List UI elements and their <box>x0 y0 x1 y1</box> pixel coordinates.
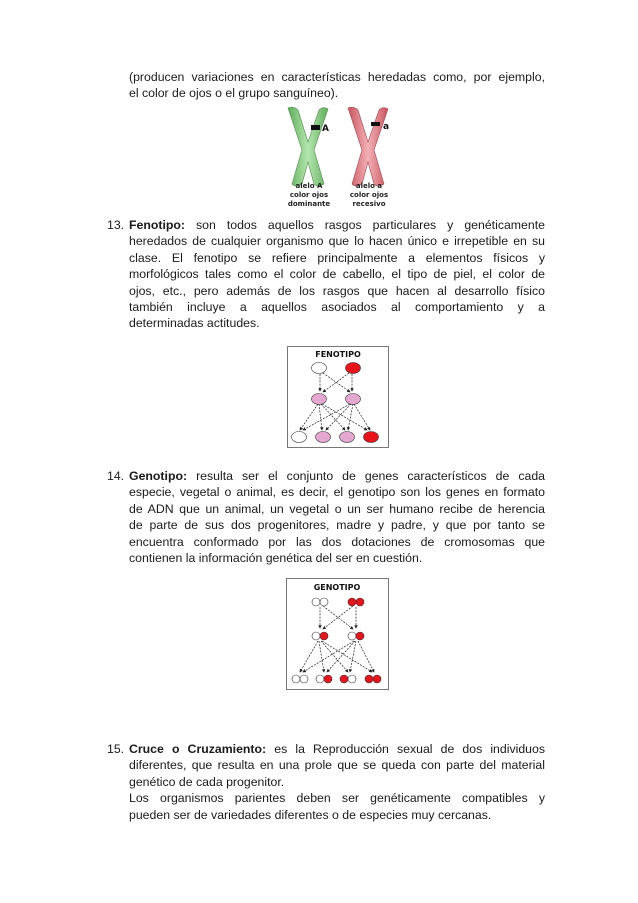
item-14-number: 14. <box>107 469 125 483</box>
fenotipo-diagram <box>287 346 389 448</box>
parent-AA-dominant <box>348 598 356 606</box>
item-14-line: de parte de sus dos progenitores, madre y padre, y que por tanto se <box>129 518 545 533</box>
f1-pink-circle <box>346 394 361 405</box>
f2-pink-circle <box>316 432 331 443</box>
f2-allele-dominant <box>373 675 381 683</box>
parent-red-circle <box>346 363 361 374</box>
item-15-line: pueden ser de variedades diferentes o de especies muy cercanas. <box>129 807 492 822</box>
item-15-number: 15. <box>107 742 125 756</box>
item-14-paragraph <box>129 468 545 566</box>
item-14-line: especie, vegetal o animal, es decir, el genotipo son los genes en formato <box>129 485 545 500</box>
item-15-line: genético de cada progenitor. <box>129 774 285 789</box>
f1-allele-dominant <box>320 632 328 640</box>
f1-pink-circle <box>312 394 327 405</box>
item-14-first-line: resulta ser el conjunto de genes característicos de cada <box>196 469 545 483</box>
item-14-line: contienen la información genética del ser en cuestión. <box>129 551 423 566</box>
f1-allele-recessive <box>348 632 356 640</box>
allele-a-label: a <box>383 122 390 132</box>
parent-aa-recessive <box>320 598 328 606</box>
recessive-chromosome <box>348 107 388 186</box>
allele-A-label: A <box>322 124 329 134</box>
item-13-number: 13. <box>107 218 125 232</box>
left-caption-1: alelo A <box>295 182 323 190</box>
item-14-line: encuentra conformado por las dos dotaciones de cromosomas que <box>129 534 545 549</box>
genotipo-term: Genotipo: <box>129 469 188 483</box>
item-15-first-line: es la Reproducción sexual de dos individuos <box>274 742 546 756</box>
fenotipo-diagram-title: FENOTIPO <box>315 350 361 359</box>
f2-allele-recessive <box>292 675 300 683</box>
f2-allele-dominant <box>365 675 373 683</box>
item-13-line: determinadas actitudes. <box>129 316 260 331</box>
cruce-term: Cruce o Cruzamiento: <box>129 742 267 756</box>
chromosome-figure <box>278 106 400 210</box>
item-13-paragraph <box>129 217 545 332</box>
item-14-line: de ADN que un animal, un vegetal o un ser humano recibe de herencia <box>129 501 545 516</box>
f2-allele-recessive <box>300 675 308 683</box>
intro-line-2: el color de ojos o el grupo sanguíneo). <box>129 86 339 101</box>
item-13-line: ojos, etc., pero además de los rasgos que hacen al desarrollo físico <box>129 283 545 298</box>
f1-allele-recessive <box>312 632 320 640</box>
item-13-line: clase. El fenotipo se refiere principalmente a elementos físicos y <box>129 250 545 265</box>
right-caption-1: alelo a <box>355 182 383 190</box>
f2-allele-recessive <box>348 675 356 683</box>
f2-allele-dominant <box>324 675 332 683</box>
left-caption-2: color ojos <box>289 191 329 199</box>
f2-red-circle <box>364 432 379 443</box>
item-15-line: Los organismos parientes deben ser genéticamente compatibles y <box>129 791 545 806</box>
right-caption-2: color ojos <box>349 191 389 199</box>
item-13-line: morfológicos tales como el color de cabello, el tipo de piel, el color de <box>129 267 545 282</box>
f2-allele-dominant <box>340 675 348 683</box>
genotipo-diagram <box>286 578 389 690</box>
f1-allele-dominant <box>356 632 364 640</box>
item-15-paragraph <box>129 741 545 823</box>
item-13-first-line: son todos aquellos rasgos particulares y genéticamente <box>196 218 545 232</box>
genotipo-diagram-title: GENOTIPO <box>313 583 361 592</box>
left-caption-3: dominante <box>287 200 331 208</box>
dominant-chromosome <box>288 107 328 186</box>
parent-aa-recessive <box>312 598 320 606</box>
fenotipo-term: Fenotipo: <box>129 218 186 232</box>
item-13-line: también incluye a aquellos asociados al comportamiento y a <box>129 300 545 315</box>
item-13-line: heredados de cualquier organismo que lo hacen único e irrepetible en su <box>129 234 545 249</box>
f2-pink-circle <box>340 432 355 443</box>
intro-line-1: (producen variaciones en características heredadas como, por ejemplo, <box>129 70 545 84</box>
intro-paragraph <box>129 69 545 102</box>
parent-white-circle <box>312 363 327 374</box>
right-caption-3: recesivo <box>352 200 386 208</box>
parent-AA-dominant <box>356 598 364 606</box>
f2-allele-recessive <box>316 675 324 683</box>
f2-white-circle <box>292 432 307 443</box>
item-15-line: diferentes, que resulta en una prole que se queda con parte del material <box>129 758 545 773</box>
